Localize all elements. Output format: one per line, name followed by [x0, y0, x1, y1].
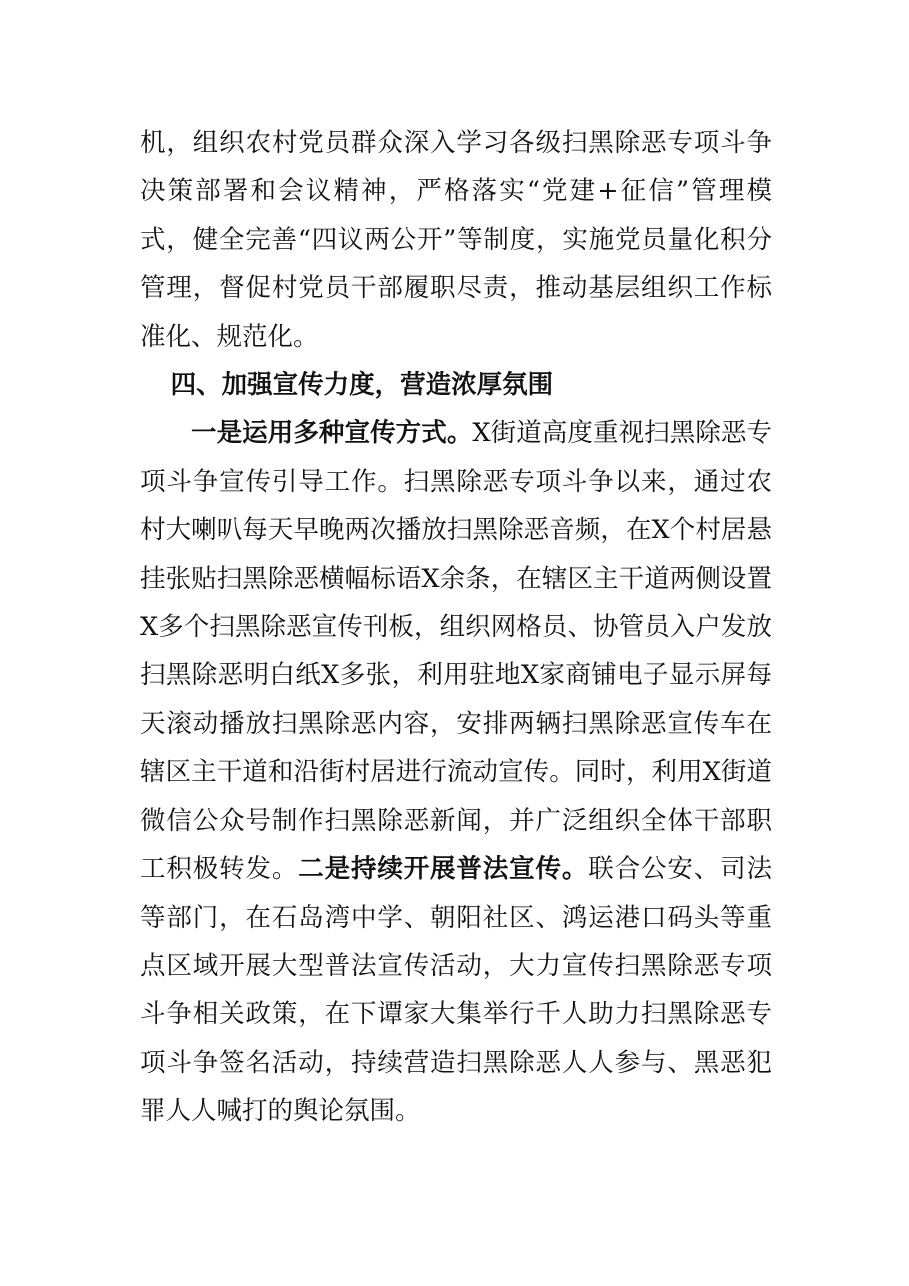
- lead-phrase-two: 二是持续开展普法宣传。: [298, 854, 589, 885]
- section-heading: 四、加强宣传力度，营造浓厚氛围: [170, 370, 554, 401]
- document-body: [140, 119, 772, 1136]
- paragraph-continued: 机，组织农村党员群众深入学习各级扫黑除恶专项斗争决策部署和会议精神，严格落实“党建+征信”管理模式，健全完善“四议两公开”等制度，实施党员量化积分管理，督促村党员干部履职尽责，推动基层组织工作标准化、规范化。: [140, 128, 772, 352]
- paragraph-publicity: [140, 409, 772, 1135]
- lead-phrase-one: 一是运用多种宣传方式。: [191, 418, 473, 449]
- body-text-two: 联合公安、司法等部门，在石岛湾中学、朝阳社区、鸿运港口码头等重点区域开展大型普法宣传活动，大力宣传扫黑除恶专项斗争相关政策，在下谭家大集举行千人助力扫黑除恶专项斗争签名活动，持续营造扫黑除恶人人参与、黑恶犯罪人人喊打的舆论氛围。: [140, 854, 772, 1127]
- body-text-one: X街道高度重视扫黑除恶专项斗争宣传引导工作。扫黑除恶专项斗争以来，通过农村大喇叭每天早晚两次播放扫黑除恶音频，在X个村居悬挂张贴扫黑除恶横幅标语X余条，在辖区主干道两侧设置X多个扫黑除恶宣传刊板，组织网格员、协管员入户发放扫黑除恶明白纸X多张，利用驻地X家商铺电子显示屏每天滚动播放扫黑除恶内容，安排两辆扫黑除恶宣传车在辖区主干道和沿街村居进行流动宣传。同时，利用X街道微信公众号制作扫黑除恶新闻，并广泛组织全体干部职工积极转发。: [140, 418, 772, 885]
